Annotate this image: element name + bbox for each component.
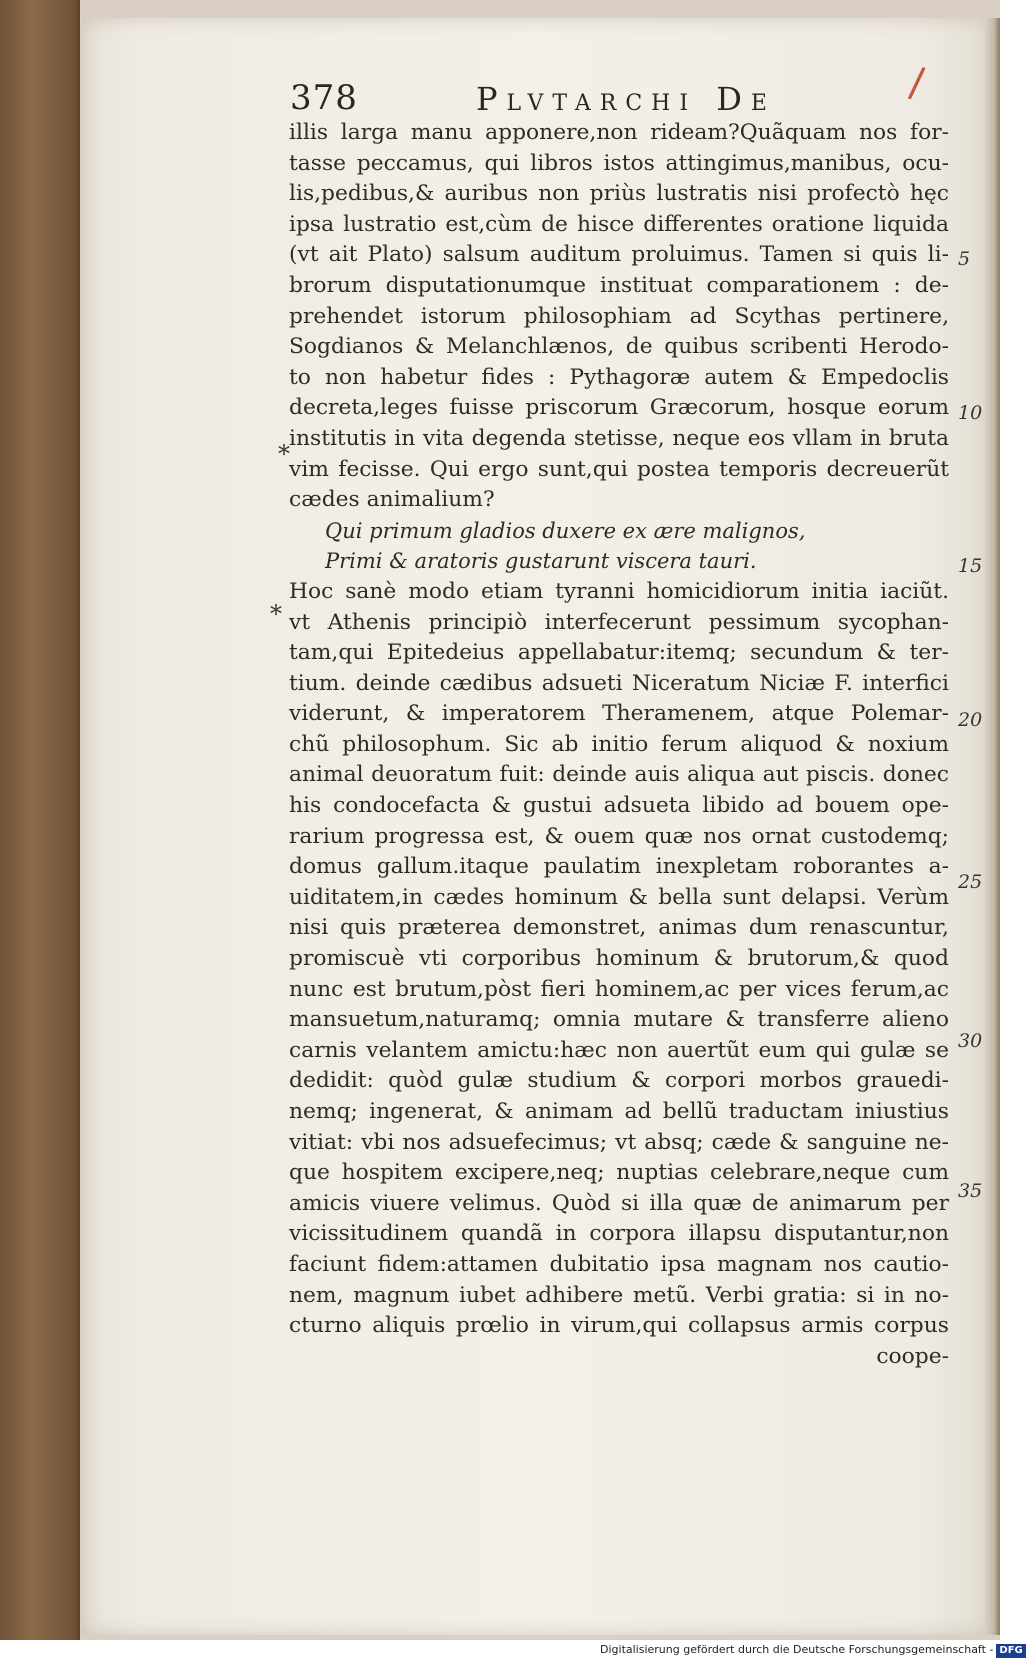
- text-line: dedidit: quòd gulæ studium & corpori morbos grauedi-: [289, 1068, 949, 1094]
- text-line: viderunt, & imperatorem Theramenem, atque Polemar-: [289, 701, 949, 727]
- text-line: nisi quis præterea demonstret, animas dum renascuntur,: [289, 915, 949, 941]
- footer-text: Digitalisierung gefördert durch die Deutsche Forschungsgemeinschaft -: [600, 1643, 994, 1656]
- text-line: illis larga manu apponere,non rideam?Quãquam nos for-: [289, 120, 949, 145]
- digitization-footer: [600, 1643, 1023, 1661]
- text-line: nem, magnum iubet adhibere metũ. Verbi gratia: si in no-: [289, 1282, 949, 1308]
- catchword: coope-: [876, 1343, 949, 1369]
- page-number: 378: [290, 78, 358, 118]
- text-line: chũ philosophum. Sic ab initio ferum aliquod & noxium: [289, 731, 949, 757]
- text-line: vicissitudinem quandã in corpora illapsu disputantur,non: [289, 1221, 949, 1247]
- text-line: vt Athenis principiò interfecerunt pessimum sycophan-: [289, 609, 949, 635]
- marginal-mark: *: [278, 440, 290, 468]
- text-line: Hoc sanè modo etiam tyranni homicidiorum initia iaciũt.: [289, 578, 949, 604]
- text-line: rarium progressa est, & ouem quæ nos ornat custodemq;: [289, 823, 949, 849]
- text-line: vim fecisse. Qui ergo sunt,qui postea temporis decreuerũt: [289, 456, 949, 482]
- text-line: institutis in vita degenda stetisse, neque eos vllam in bruta: [289, 425, 949, 451]
- line-number: 15: [958, 555, 983, 577]
- text-line: to non habetur fides : Pythagoræ autem & Empedoclis: [289, 364, 949, 390]
- text-line: domus gallum.itaque paulatim inexpletam roborantes a-: [289, 854, 949, 880]
- text-line: Sogdianos & Melanchlænos, de quibus scribenti Herodo-: [289, 334, 949, 360]
- text-line: animal deuoratum fuit: deinde auis aliqua aut piscis. donec: [289, 762, 949, 788]
- text-line: tam,qui Epitedeius appellabatur:itemq; secundum & ter-: [289, 640, 949, 666]
- text-line: (vt ait Plato) salsum auditum proluimus. Tamen si quis li-: [289, 242, 949, 268]
- text-line: prehendet istorum philosophiam ad Scythas pertinere,: [289, 303, 949, 329]
- line-number: 5: [958, 248, 971, 270]
- text-line: cædes animalium?: [289, 487, 495, 513]
- dfg-logo: DFG: [996, 1644, 1025, 1658]
- line-number: 35: [958, 1180, 983, 1202]
- text-line: his condocefacta & gustui adsueta libido ad bouem ope-: [289, 793, 949, 819]
- text-line: tium. deinde cædibus adsueti Niceratum Niciæ F. interfici: [289, 670, 949, 696]
- margin-mark: /: [906, 59, 927, 107]
- verse-line: Qui primum gladios duxere ex ære malignos,: [325, 518, 806, 543]
- text-line: uiditatem,in cædes hominum & bella sunt delapsi. Verùm: [289, 884, 949, 910]
- text-line: que hospitem excipere,neq; nuptias celebrare,neque cum: [289, 1160, 949, 1186]
- page-edge: [985, 18, 1000, 1635]
- text-line: promiscuè vti corporibus hominum & brutorum,& quod: [289, 946, 949, 972]
- text-line: carnis velantem amictu:hæc non auertũt eum qui gulæ se: [289, 1037, 949, 1063]
- running-head: Plvtarchi De: [476, 80, 776, 118]
- line-number: 10: [958, 402, 983, 424]
- text-line: cturno aliquis prœlio in virum,qui collapsus armis corpus: [289, 1313, 949, 1339]
- text-line: tasse peccamus, qui libros istos attingimus,manibus, ocu-: [289, 150, 949, 176]
- text-line: amicis viuere velimus. Quòd si illa quæ de animarum per: [289, 1190, 949, 1216]
- line-number: 25: [958, 871, 983, 893]
- marginal-mark: *: [270, 600, 282, 628]
- text-line: ipsa lustratio est,cùm de hisce differentes oratione liquida: [289, 211, 949, 237]
- line-number: 30: [958, 1030, 983, 1052]
- verse-line: Primi & aratoris gustarunt viscera tauri.: [325, 549, 757, 574]
- text-line: decreta,leges fuisse priscorum Græcorum, hosque eorum: [289, 395, 949, 421]
- text-line: mansuetum,naturamq; omnia mutare & transferre alieno: [289, 1007, 949, 1033]
- body-text: [289, 118, 949, 1372]
- line-number: 20: [958, 709, 983, 731]
- text-line: lis,pedibus,& auribus non priùs lustratis nisi profectò hęc: [289, 181, 949, 207]
- text-line: brorum disputationumque instituat comparationem : de-: [289, 272, 949, 298]
- text-line: nunc est brutum,pòst fieri hominem,ac per vices ferum,ac: [289, 976, 949, 1002]
- text-line: faciunt fidem:attamen dubitatio ipsa magnam nos cautio-: [289, 1251, 949, 1277]
- text-line: nemq; ingenerat, & animam ad bellũ traductam iniustius: [289, 1099, 949, 1124]
- text-line: vitiat: vbi nos adsuefecimus; vt absq; cæde & sanguine ne-: [289, 1129, 949, 1155]
